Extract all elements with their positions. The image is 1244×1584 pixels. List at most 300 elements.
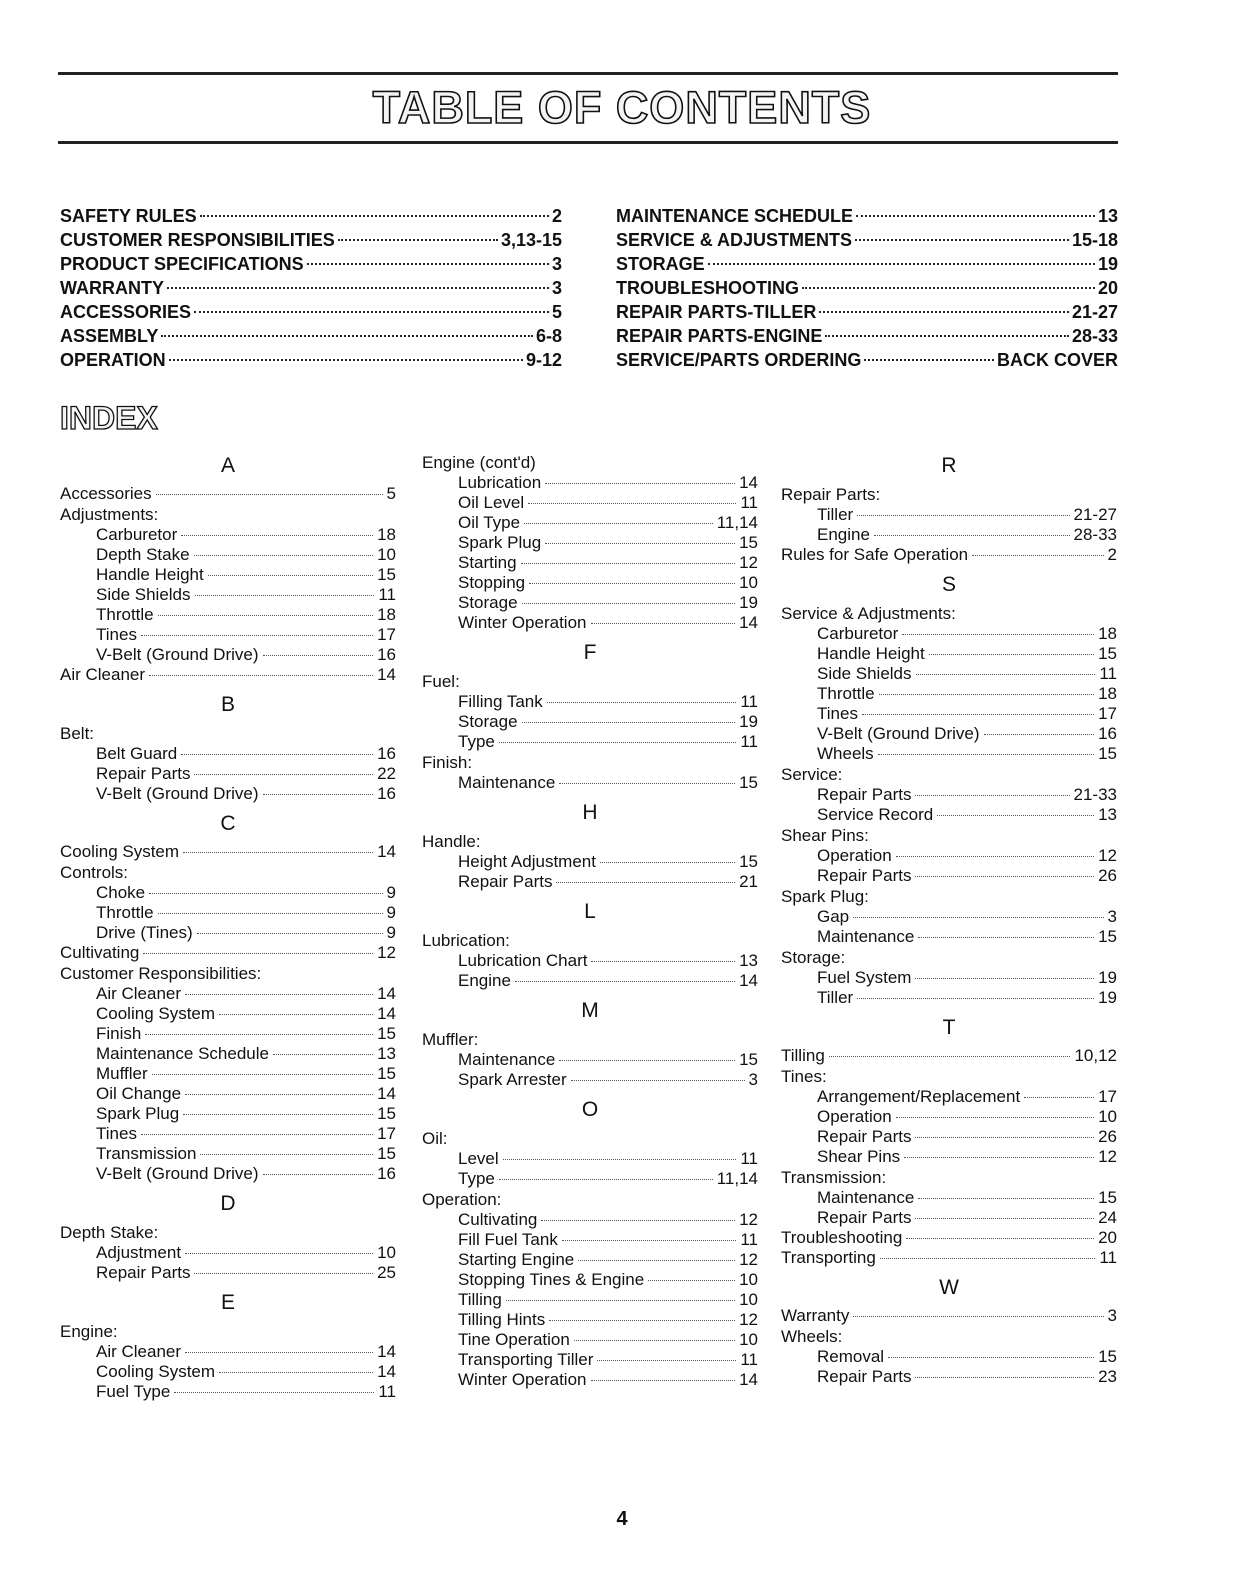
index-entry xyxy=(422,872,758,892)
index-group-heading: Fuel: xyxy=(422,672,460,691)
index-entry xyxy=(60,923,396,943)
dot-leader xyxy=(918,1198,1094,1199)
dot-leader xyxy=(545,543,735,544)
index-entry-text: Removal xyxy=(817,1347,885,1366)
index-entry xyxy=(422,1310,758,1330)
page-title: TABLE OF CONTENTS xyxy=(372,82,872,133)
toc-entry-title: REPAIR PARTS-TILLER xyxy=(616,302,817,322)
toc-entry-page: 28-33 xyxy=(1071,326,1118,346)
index-entry-page: 25 xyxy=(377,1263,396,1282)
index-entry xyxy=(60,1004,396,1024)
index-entry xyxy=(781,1347,1117,1367)
dot-leader xyxy=(208,575,373,576)
index-entry-page: 14 xyxy=(377,984,396,1003)
index-group-heading: Repair Parts: xyxy=(781,485,881,504)
index-entry-page: 16 xyxy=(377,1164,396,1183)
index-group-heading: Depth Stake: xyxy=(60,1223,159,1242)
index-entry xyxy=(60,1263,396,1283)
index-entry-text: Muffler xyxy=(96,1064,148,1083)
dot-leader xyxy=(819,311,1069,313)
index-entry-page: 14 xyxy=(377,665,396,684)
toc-entry-title: REPAIR PARTS-ENGINE xyxy=(616,326,823,346)
index-entry-page: 3 xyxy=(748,1070,758,1089)
index-entry-text: Cultivating xyxy=(60,943,140,962)
index-entry-text: Belt Guard xyxy=(96,744,178,763)
index-entry-page: 10,12 xyxy=(1074,1046,1117,1065)
index-entry-text: V-Belt (Ground Drive) xyxy=(96,784,259,803)
index-group-heading: Handle: xyxy=(422,832,481,851)
index-entry-text: Height Adjustment xyxy=(458,852,596,871)
index-entry xyxy=(60,545,396,565)
index-entry-text: Tines xyxy=(96,625,137,644)
index-letter: E xyxy=(220,1291,235,1314)
index-entry-page: 26 xyxy=(1098,1127,1117,1146)
index-entry-text: Starting xyxy=(458,553,517,572)
index-entry xyxy=(422,1290,758,1310)
toc-entry-title: CUSTOMER RESPONSIBILITIES xyxy=(60,230,335,250)
dot-leader xyxy=(161,335,533,337)
index-entry xyxy=(781,624,1117,644)
dot-leader xyxy=(528,503,736,504)
index-entry-text: Spark Arrester xyxy=(458,1070,567,1089)
index-entry xyxy=(781,846,1117,866)
index-entry-text: Cultivating xyxy=(458,1210,538,1229)
dot-leader xyxy=(194,1273,373,1274)
index-entry-page: 11 xyxy=(740,493,758,512)
index-entry-text: Gap xyxy=(817,907,850,926)
index-entry-page: 15 xyxy=(1098,1188,1117,1207)
index-entry xyxy=(60,1024,396,1044)
index-entry-page: 15 xyxy=(377,1104,396,1123)
index-entry xyxy=(60,943,396,963)
index-entry-page: 11,14 xyxy=(716,1169,758,1188)
index-entry-page: 15 xyxy=(377,1024,396,1043)
index-entry xyxy=(781,1087,1117,1107)
dot-leader xyxy=(984,734,1095,735)
index-entry xyxy=(781,505,1117,525)
index-entry xyxy=(60,984,396,1004)
index-entry xyxy=(60,585,396,605)
dot-leader xyxy=(888,1357,1094,1358)
index-entry-text: Type xyxy=(458,1169,495,1188)
dot-leader xyxy=(853,917,1103,918)
toc-entry xyxy=(60,348,562,372)
toc-entry-title: MAINTENANCE SCHEDULE xyxy=(616,206,854,226)
index-entry-text: Fill Fuel Tank xyxy=(458,1230,558,1249)
index-entry xyxy=(422,1350,758,1370)
index-entry xyxy=(781,644,1117,664)
dot-leader xyxy=(856,215,1095,217)
index-entry xyxy=(422,553,758,573)
index-entry-page: 15 xyxy=(377,1064,396,1083)
dot-leader xyxy=(802,287,1095,289)
dot-leader xyxy=(862,714,1094,715)
dot-leader xyxy=(559,783,735,784)
dot-leader xyxy=(549,1320,735,1321)
index-entry-text: Maintenance xyxy=(817,927,915,946)
dot-leader xyxy=(918,937,1094,938)
toc-right-column xyxy=(616,204,1118,372)
index-entry-text: Repair Parts xyxy=(817,785,912,804)
toc-entry-page: 2 xyxy=(551,206,562,226)
index-entry-page: 12 xyxy=(739,1210,758,1229)
dot-leader xyxy=(307,263,549,265)
index-entry xyxy=(781,684,1117,704)
toc-entry xyxy=(616,324,1118,348)
toc-entry xyxy=(616,300,1118,324)
toc-entry-title: SERVICE & ADJUSTMENTS xyxy=(616,230,853,250)
index-letter: R xyxy=(941,454,957,477)
index-entry-text: Tilling xyxy=(781,1046,825,1065)
index-group-heading: Finish: xyxy=(422,753,473,772)
index-entry-page: 3 xyxy=(1107,1306,1117,1325)
dot-leader xyxy=(167,287,549,289)
index-entry xyxy=(60,1382,396,1402)
index-entry-page: 13 xyxy=(377,1044,396,1063)
index-group-heading: Engine: xyxy=(60,1322,118,1341)
dot-leader xyxy=(185,1253,373,1254)
index-entry-text: Transmission xyxy=(96,1144,197,1163)
index-entry-page: 17 xyxy=(1098,704,1117,723)
index-entry-text: Cooling System xyxy=(60,842,180,861)
index-heading: INDEX xyxy=(60,400,158,436)
toc-entry-page: 3 xyxy=(551,278,562,298)
index-letter: M xyxy=(581,999,599,1022)
index-entry-page: 17 xyxy=(377,625,396,644)
dot-leader xyxy=(515,981,735,982)
dot-leader xyxy=(185,994,373,995)
index-entry-page: 10 xyxy=(739,1330,758,1349)
index-entry-text: Maintenance xyxy=(817,1188,915,1207)
index-entry-page: 15 xyxy=(1098,744,1117,763)
index-letter: O xyxy=(581,1098,599,1121)
index-entry xyxy=(422,852,758,872)
index-entry-page: 24 xyxy=(1098,1208,1117,1227)
dot-leader xyxy=(904,1157,1094,1158)
toc-entry xyxy=(60,204,562,228)
dot-leader xyxy=(879,694,1094,695)
dot-leader xyxy=(972,555,1103,556)
dot-leader xyxy=(591,1380,736,1381)
index-entry xyxy=(781,968,1117,988)
index-entry-page: 9 xyxy=(386,883,396,902)
index-entry-page: 11,14 xyxy=(716,513,758,532)
index-entry xyxy=(781,704,1117,724)
dot-leader xyxy=(902,634,1094,635)
index-entry xyxy=(781,1046,1117,1066)
index-entry-page: 17 xyxy=(1098,1087,1117,1106)
index-entry-text: Cooling System xyxy=(96,1362,216,1381)
index-entry-page: 14 xyxy=(377,1084,396,1103)
dot-leader xyxy=(143,953,373,954)
index-entry xyxy=(60,842,396,862)
index-entry-page: 11 xyxy=(378,1382,396,1401)
dot-leader xyxy=(169,359,523,361)
toc-entry-page: 3 xyxy=(551,254,562,274)
dot-leader xyxy=(937,815,1094,816)
dot-leader xyxy=(158,615,373,616)
index-entry xyxy=(781,1188,1117,1208)
index-entry xyxy=(422,1070,758,1090)
index-entry-text: Stopping xyxy=(458,573,526,592)
index-entry-text: Side Shields xyxy=(817,664,912,683)
index-entry-text: Oil Type xyxy=(458,513,521,532)
dot-leader xyxy=(219,1014,373,1015)
index-entry xyxy=(60,1124,396,1144)
toc-entry-title: ACCESSORIES xyxy=(60,302,192,322)
dot-leader xyxy=(556,882,735,883)
index-column-3 xyxy=(781,452,1117,1387)
index-entry-text: Operation xyxy=(817,1107,892,1126)
index-entry-text: Arrangement/Replacement xyxy=(817,1087,1021,1106)
toc-entry-title: SAFETY RULES xyxy=(60,206,197,226)
dot-leader xyxy=(529,583,735,584)
dot-leader xyxy=(499,1179,713,1180)
dot-leader xyxy=(853,1316,1103,1317)
dot-leader xyxy=(855,239,1069,241)
index-entry-text: Tilling xyxy=(458,1290,502,1309)
index-entry-page: 12 xyxy=(739,1250,758,1269)
dot-leader xyxy=(181,754,373,755)
index-entry xyxy=(60,484,396,504)
index-group-heading: Customer Responsibilities: xyxy=(60,964,262,983)
toc-entry xyxy=(60,228,562,252)
index-entry-text: Storage xyxy=(458,712,518,731)
index-entry xyxy=(422,1250,758,1270)
index-entry-text: Tines xyxy=(817,704,858,723)
dot-leader xyxy=(499,742,736,743)
index-entry xyxy=(781,1248,1117,1268)
toc-entry-title: STORAGE xyxy=(616,254,705,274)
index-group-heading: Oil: xyxy=(422,1129,448,1148)
index-entry-text: Carburetor xyxy=(817,624,899,643)
index-entry-page: 16 xyxy=(377,744,396,763)
index-entry xyxy=(60,605,396,625)
index-letter: S xyxy=(941,573,956,596)
index-entry xyxy=(422,1370,758,1390)
toc-entry-page: 3,13-15 xyxy=(500,230,562,250)
index-entry-text: Maintenance xyxy=(458,1050,556,1069)
toc-entry xyxy=(616,228,1118,252)
index-entry-text: Rules for Safe Operation xyxy=(781,545,969,564)
index-entry xyxy=(422,732,758,752)
toc-entry xyxy=(60,252,562,276)
index-entry-page: 19 xyxy=(739,712,758,731)
index-entry xyxy=(60,1104,396,1124)
index-entry-page: 22 xyxy=(377,764,396,783)
index-entry-text: Filling Tank xyxy=(458,692,543,711)
dot-leader xyxy=(864,359,994,361)
index-entry xyxy=(60,1144,396,1164)
dot-leader xyxy=(197,933,383,934)
index-entry-text: Shear Pins xyxy=(817,1147,901,1166)
index-group-heading: Operation: xyxy=(422,1190,502,1209)
toc-entry xyxy=(60,276,562,300)
dot-leader xyxy=(857,515,1069,516)
index-entry-page: 18 xyxy=(1098,684,1117,703)
dot-leader xyxy=(541,1220,735,1221)
index-entry-text: Depth Stake xyxy=(96,545,190,564)
index-entry-text: Wheels xyxy=(817,744,874,763)
index-entry-page: 15 xyxy=(739,1050,758,1069)
index-entry-text: Starting Engine xyxy=(458,1250,575,1269)
index-letter: A xyxy=(220,454,235,477)
dot-leader xyxy=(263,1174,374,1175)
index-entry-text: Transporting Tiller xyxy=(458,1350,594,1369)
index-entry-page: 21-33 xyxy=(1073,785,1117,804)
index-entry xyxy=(422,1050,758,1070)
dot-leader xyxy=(263,794,374,795)
index-entry-page: 20 xyxy=(1098,1228,1117,1247)
index-entry xyxy=(781,1107,1117,1127)
index-entry-text: Engine xyxy=(817,525,870,544)
index-entry xyxy=(422,513,758,533)
index-entry-page: 19 xyxy=(1098,988,1117,1007)
index-entry-page: 11 xyxy=(740,1149,758,1168)
index-entry-page: 15 xyxy=(739,852,758,871)
index-entry xyxy=(781,988,1117,1008)
index-entry-page: 15 xyxy=(1098,644,1117,663)
index-entry xyxy=(422,1330,758,1350)
toc-entry-title: PRODUCT SPECIFICATIONS xyxy=(60,254,304,274)
index-entry-page: 28-33 xyxy=(1073,525,1117,544)
index-entry xyxy=(781,1127,1117,1147)
dot-leader xyxy=(591,623,736,624)
index-group-heading: Shear Pins: xyxy=(781,826,869,845)
index-entry-text: Repair Parts xyxy=(817,1367,912,1386)
dot-leader xyxy=(880,1258,1096,1259)
index-group-heading: Service & Adjustments: xyxy=(781,604,956,623)
index-entry-text: Lubrication Chart xyxy=(458,951,588,970)
index-entry xyxy=(781,744,1117,764)
dot-leader xyxy=(195,595,375,596)
index-letter: F xyxy=(583,641,597,664)
index-entry-page: 10 xyxy=(739,1290,758,1309)
index-entry-page: 19 xyxy=(1098,968,1117,987)
index-letter: C xyxy=(220,812,236,835)
toc-entry xyxy=(616,276,1118,300)
index-entry xyxy=(422,533,758,553)
index-group-heading: Adjustments: xyxy=(60,505,159,524)
dot-leader xyxy=(578,1260,735,1261)
toc-left-column xyxy=(60,204,562,372)
index-entry-page: 14 xyxy=(377,1004,396,1023)
index-entry-text: Troubleshooting xyxy=(781,1228,903,1247)
dot-leader xyxy=(915,1137,1094,1138)
dot-leader xyxy=(152,1074,373,1075)
index-entry xyxy=(422,613,758,633)
index-column-1 xyxy=(60,452,396,1402)
index-entry xyxy=(60,764,396,784)
toc-entry-page: 5 xyxy=(551,302,562,322)
index-entry-text: Operation xyxy=(817,846,892,865)
dot-leader xyxy=(183,852,373,853)
dot-leader xyxy=(915,1377,1094,1378)
index-entry-text: Type xyxy=(458,732,495,751)
index-entry-page: 13 xyxy=(1098,805,1117,824)
dot-leader xyxy=(521,563,735,564)
index-entry-page: 14 xyxy=(739,473,758,492)
index-entry-text: Repair Parts xyxy=(817,1127,912,1146)
dot-leader xyxy=(825,335,1069,337)
index-entry xyxy=(781,1147,1117,1167)
index-entry-page: 12 xyxy=(377,943,396,962)
index-group-heading: Controls: xyxy=(60,863,129,882)
dot-leader xyxy=(545,483,735,484)
index-entry-text: Repair Parts xyxy=(458,872,553,891)
index-entry-text: Handle Height xyxy=(96,565,204,584)
index-entry-page: 3 xyxy=(1107,907,1117,926)
index-entry xyxy=(422,1169,758,1189)
index-entry xyxy=(60,883,396,903)
index-entry xyxy=(60,1044,396,1064)
index-entry xyxy=(60,1243,396,1263)
index-entry-page: 12 xyxy=(739,553,758,572)
index-entry-page: 9 xyxy=(386,903,396,922)
index-entry-page: 26 xyxy=(1098,866,1117,885)
index-group-heading: Belt: xyxy=(60,724,95,743)
dot-leader xyxy=(878,754,1094,755)
index-group-heading: Service: xyxy=(781,765,843,784)
index-entry-page: 12 xyxy=(739,1310,758,1329)
index-entry xyxy=(60,565,396,585)
toc-entry-page: 13 xyxy=(1097,206,1118,226)
index-entry-page: 5 xyxy=(386,484,396,503)
dot-leader xyxy=(158,913,383,914)
index-entry-page: 11 xyxy=(740,1230,758,1249)
dot-leader xyxy=(145,1034,373,1035)
dot-leader xyxy=(896,856,1094,857)
dot-leader xyxy=(194,774,373,775)
index-entry-text: Maintenance Schedule xyxy=(96,1044,269,1063)
index-entry xyxy=(781,1228,1117,1248)
index-entry-page: 15 xyxy=(1098,1347,1117,1366)
index-entry xyxy=(422,773,758,793)
index-entry xyxy=(60,1362,396,1382)
index-entry xyxy=(781,525,1117,545)
index-entry xyxy=(422,473,758,493)
index-entry-text: Tines xyxy=(96,1124,137,1143)
toc-entry xyxy=(60,300,562,324)
dot-leader xyxy=(149,893,382,894)
index-entry xyxy=(781,664,1117,684)
toc-entry xyxy=(616,204,1118,228)
index-entry xyxy=(60,903,396,923)
dot-leader xyxy=(149,675,373,676)
index-entry-page: 17 xyxy=(377,1124,396,1143)
index-letter: L xyxy=(584,900,596,923)
dot-leader xyxy=(200,215,549,217)
index-entry xyxy=(781,545,1117,565)
index-entry-text: Air Cleaner xyxy=(60,665,146,684)
index-entry-page: 13 xyxy=(739,951,758,970)
index-entry-text: Oil Change xyxy=(96,1084,182,1103)
index-entry-text: Warranty xyxy=(781,1306,850,1325)
toc-entry-title: TROUBLESHOOTING xyxy=(616,278,799,298)
index-entry xyxy=(781,866,1117,886)
index-entry-text: Finish xyxy=(96,1024,142,1043)
index-entry xyxy=(60,1084,396,1104)
index-entry xyxy=(422,593,758,613)
dot-leader xyxy=(141,635,373,636)
index-entry xyxy=(422,971,758,991)
index-entry xyxy=(60,784,396,804)
index-entry-page: 15 xyxy=(739,773,758,792)
index-entry-text: Cooling System xyxy=(96,1004,216,1023)
dot-leader xyxy=(219,1372,373,1373)
index-entry-page: 15 xyxy=(1098,927,1117,946)
index-entry-page: 12 xyxy=(1098,1147,1117,1166)
